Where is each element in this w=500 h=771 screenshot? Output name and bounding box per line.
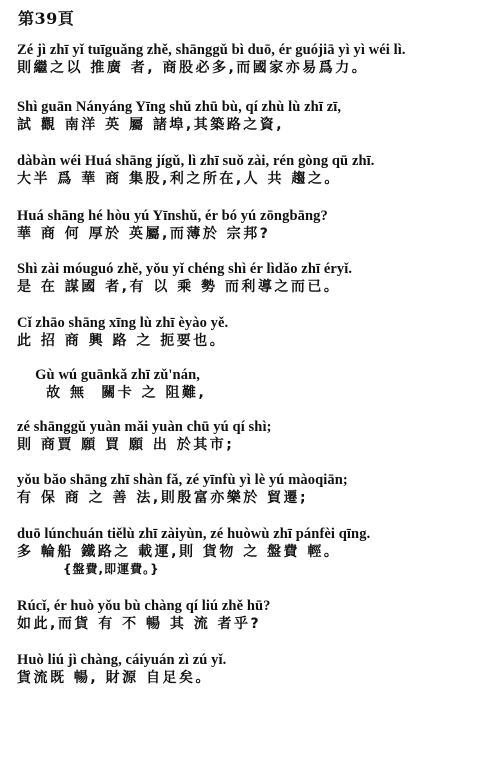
- pinyin-line: Zé jì zhī yǐ tuīguǎng zhě, shānggǔ bì duō, ér guójiā yì yì wéi lì.: [17, 42, 406, 58]
- hanzi-line: 大半 爲 華 商 集股,利之所在,人 共 趨之。: [17, 171, 341, 187]
- text-line-3: [17, 153, 375, 188]
- annotation-note: {盤費,即運費。}: [63, 562, 160, 576]
- pinyin-line: duō lúnchuán tiělù zhī zàiyùn, zé huòwù zhī pánfèi qīng.: [17, 526, 371, 542]
- pinyin-line: Gù wú guānkǎ zhī zǔ'nán,: [24, 367, 200, 383]
- page-header: 第39頁: [18, 9, 75, 28]
- text-line-10: [17, 526, 370, 577]
- hanzi-line: 華 商 何 厚於 英屬,而薄於 宗邦?: [17, 226, 271, 242]
- pinyin-line: dàbàn wéi Huá shāng jígǔ, lì zhī suǒ zài, rén gòng qū zhī.: [17, 153, 375, 169]
- hanzi-line: 是 在 謀國 者,有 以 乘 勢 而利導之而已。: [17, 279, 341, 295]
- pinyin-line: zé shānggǔ yuàn mǎi yuàn chū yú qí shì;: [17, 419, 272, 435]
- pinyin-line: yǒu bǎo shāng zhī shàn fǎ, zé yīnfù yì lè yú màoqiān;: [17, 472, 348, 488]
- hanzi-line: 則 商賈 願 買 願 出 於其市;: [17, 437, 235, 453]
- text-line-6: [17, 315, 228, 350]
- text-line-1: [17, 42, 406, 77]
- text-line-2: [17, 99, 341, 134]
- hanzi-line: 貨流既 暢, 財源 自足矣。: [17, 670, 212, 686]
- hanzi-line: 故 無 關卡 之 阻難,: [24, 385, 207, 401]
- hanzi-line: 多 輪船 鐵路之 載運,則 貨物 之 盤費 輕。: [17, 544, 341, 560]
- text-line-5: [17, 261, 352, 296]
- hanzi-line: 試 觀 南洋 英 屬 諸埠,其築路之資,: [17, 117, 285, 133]
- pinyin-line: Shì zài móuguó zhě, yǒu yǐ chéng shì ér lìdǎo zhī éryǐ.: [17, 261, 353, 277]
- hanzi-line: 有 保 商 之 善 法,則殷富亦樂於 貿遷;: [17, 490, 309, 506]
- pinyin-line: Cǐ zhāo shāng xīng lù zhī èyào yě.: [17, 315, 229, 331]
- pinyin-line: Rúcǐ, ér huò yǒu bù chàng qí liú zhě hū?: [17, 598, 271, 614]
- hanzi-line: 則繼之以 推廣 者, 商股必多,而國家亦易爲力。: [17, 60, 369, 76]
- text-line-7: [24, 367, 206, 402]
- pinyin-line: Huá shāng hé hòu yú Yīnshǔ, ér bó yú zōngbāng?: [17, 208, 328, 224]
- text-line-8: [17, 419, 272, 454]
- text-line-11: [17, 598, 271, 633]
- hanzi-line: 如此,而貨 有 不 暢 其 流 者乎?: [17, 616, 262, 632]
- text-line-12: [17, 652, 226, 687]
- hanzi-line: 此 招 商 興 路 之 扼要也。: [17, 333, 227, 349]
- pinyin-line: Huò liú jì chàng, cáiyuán zì zú yǐ.: [17, 652, 227, 668]
- text-line-4: [17, 208, 328, 243]
- text-line-9: [17, 472, 348, 507]
- pinyin-line: Shì guān Nányáng Yīng shǔ zhū bù, qí zhù lù zhī zī,: [17, 99, 342, 115]
